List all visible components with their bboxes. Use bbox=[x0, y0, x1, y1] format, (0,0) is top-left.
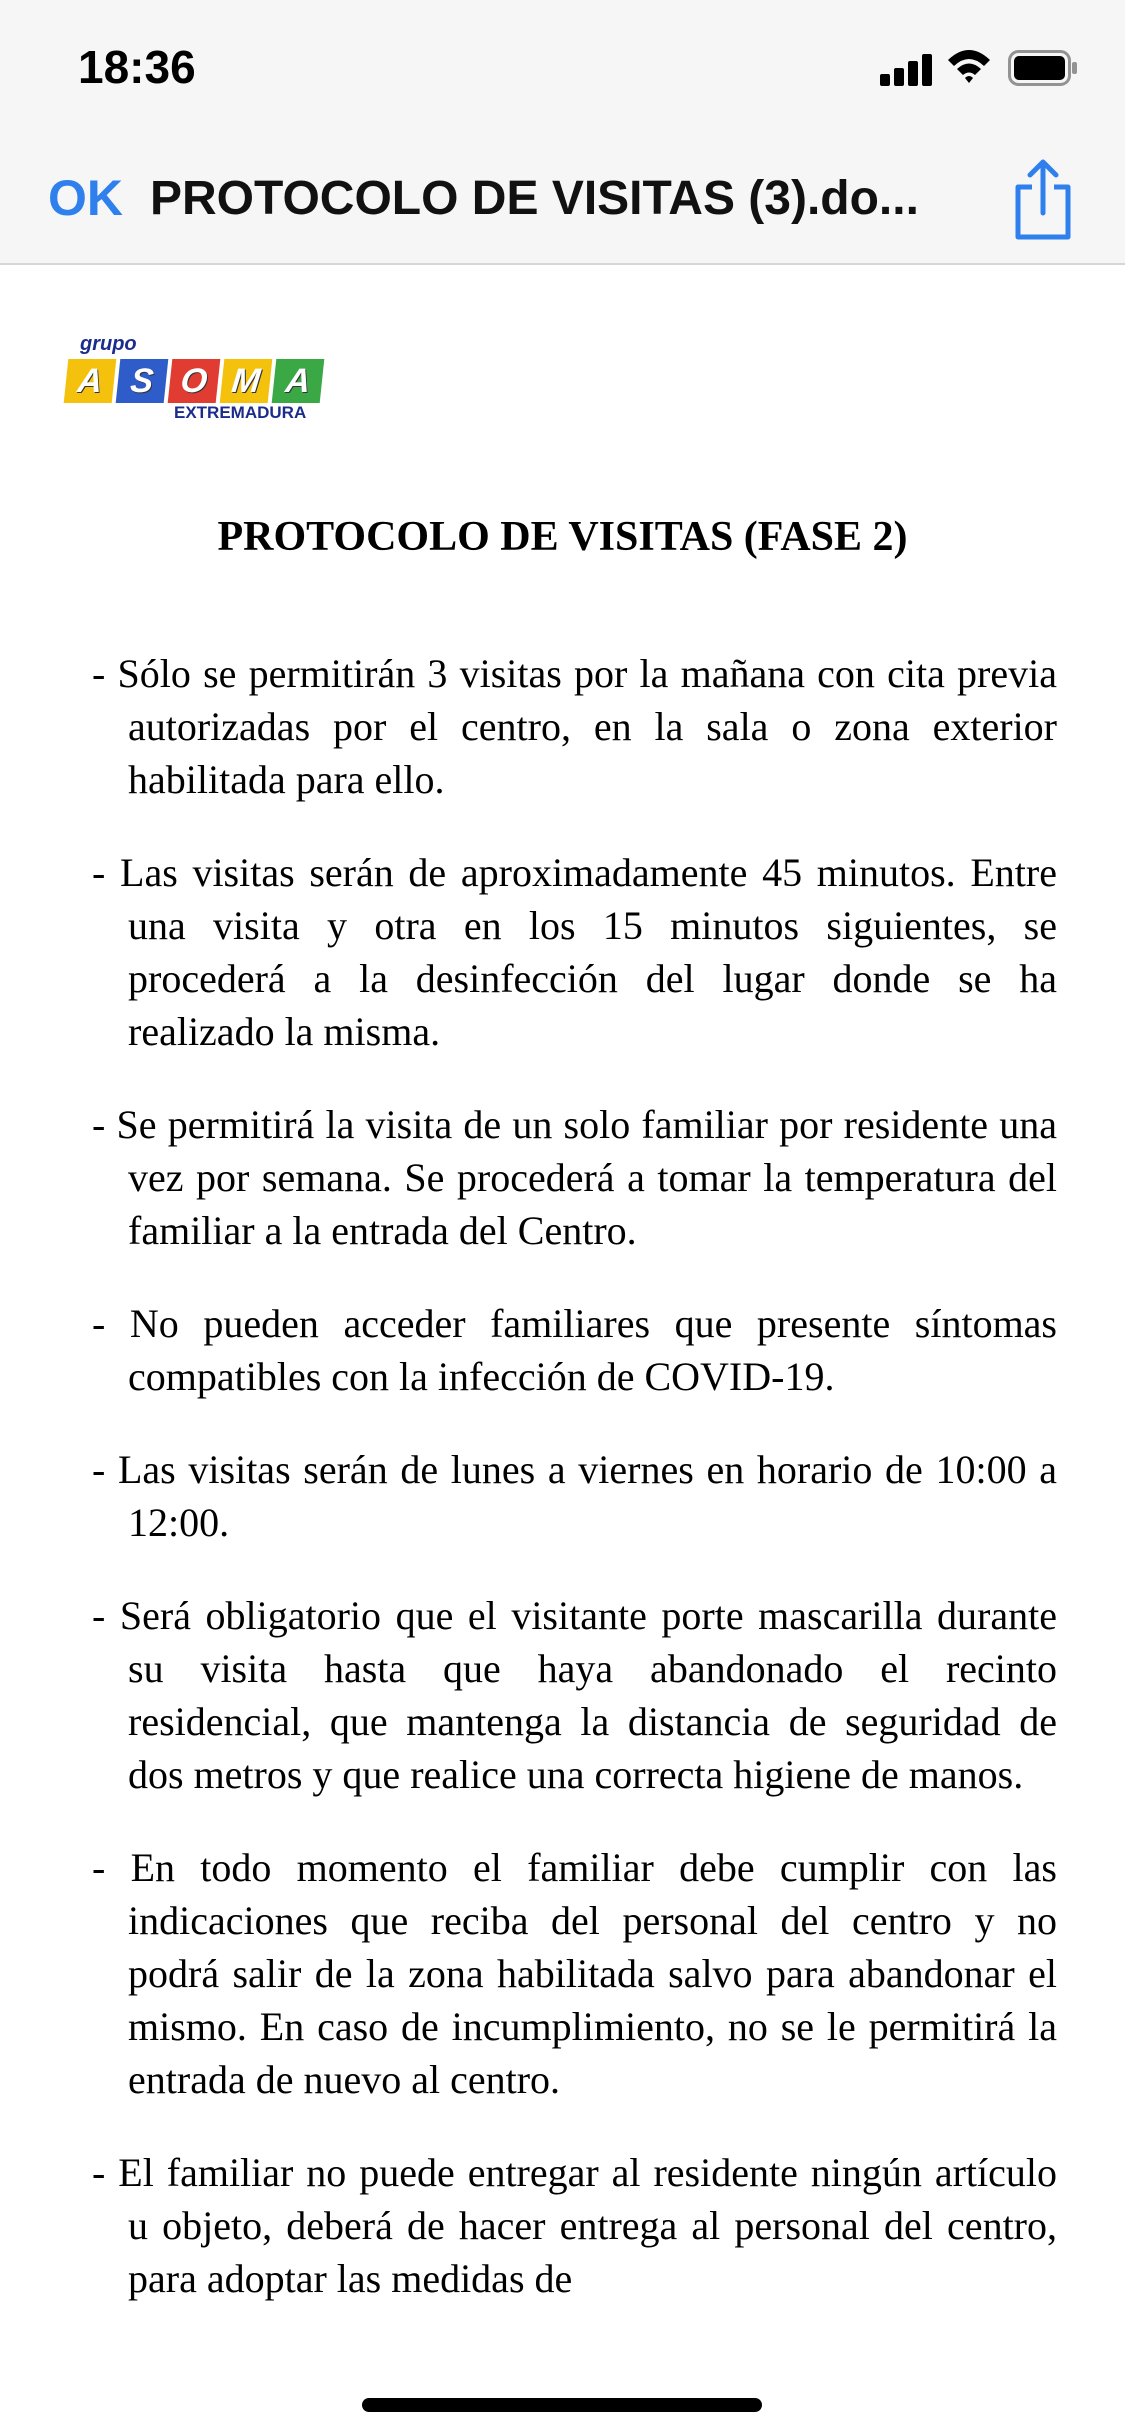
logo-letter: S bbox=[116, 359, 169, 403]
document-viewer[interactable] bbox=[0, 265, 1125, 2436]
ok-button[interactable]: OK bbox=[48, 170, 123, 226]
logo-tiles bbox=[66, 359, 322, 403]
protocol-item: - Será obligatorio que el visitante porte mascarilla durante su visita hasta que haya abandonado el recinto residencial, que mantenga la distancia de seguridad de dos metros y que realice una correcta higiene de manos. bbox=[92, 1593, 1057, 1797]
grupo-asoma-logo bbox=[66, 335, 336, 425]
home-indicator[interactable] bbox=[362, 2398, 762, 2412]
logo-letter: A bbox=[64, 359, 117, 403]
protocol-list bbox=[92, 647, 1057, 2345]
protocol-item: - El familiar no puede entregar al residente ningún artículo u objeto, deberá de hacer entrega al personal del centro, para adoptar las medidas de bbox=[92, 2150, 1057, 2301]
navigation-bar bbox=[0, 135, 1125, 265]
protocol-item: - Las visitas serán de lunes a viernes en horario de 10:00 a 12:00. bbox=[92, 1447, 1057, 1545]
protocol-item: - En todo momento el familiar debe cumplir con las indicaciones que reciba del personal del centro y no podrá salir de la zona habilitada salvo para abandonar el mismo. En caso de incumplimiento, no se le permitirá la entrada de nuevo al centro. bbox=[92, 1845, 1057, 2102]
cellular-signal-icon bbox=[880, 52, 934, 86]
status-time: 18:36 bbox=[78, 41, 196, 93]
protocol-item: - Sólo se permitirán 3 visitas por la mañana con cita previa autorizadas por el centro, en la sala o zona exterior habilitada para ello. bbox=[92, 651, 1057, 802]
share-icon[interactable] bbox=[1008, 157, 1078, 241]
battery-icon bbox=[1008, 50, 1078, 86]
status-bar bbox=[0, 0, 1125, 135]
document-name: PROTOCOLO DE VISITAS (3).do... bbox=[150, 172, 919, 225]
protocol-item: - Se permitirá la visita de un solo familiar por residente una vez por semana. Se procederá a tomar la temperatura del familiar a la entrada del Centro. bbox=[92, 1102, 1057, 1253]
logo-bottom-text: EXTREMADURA bbox=[174, 403, 307, 422]
logo-top-text: grupo bbox=[80, 333, 137, 355]
logo-letter: M bbox=[220, 359, 273, 403]
document-title: PROTOCOLO DE VISITAS (FASE 2) bbox=[217, 514, 908, 560]
protocol-item: - Las visitas serán de aproximadamente 45 minutos. Entre una visita y otra en los 15 minutos siguientes, se procederá a la desinfección del lugar donde se ha realizado la misma. bbox=[92, 850, 1057, 1054]
wifi-icon bbox=[946, 46, 992, 86]
logo-letter: O bbox=[168, 359, 221, 403]
logo-letter: A bbox=[272, 359, 325, 403]
protocol-item: - No pueden acceder familiares que presente síntomas compatibles con la infección de COVID-19. bbox=[92, 1301, 1057, 1399]
